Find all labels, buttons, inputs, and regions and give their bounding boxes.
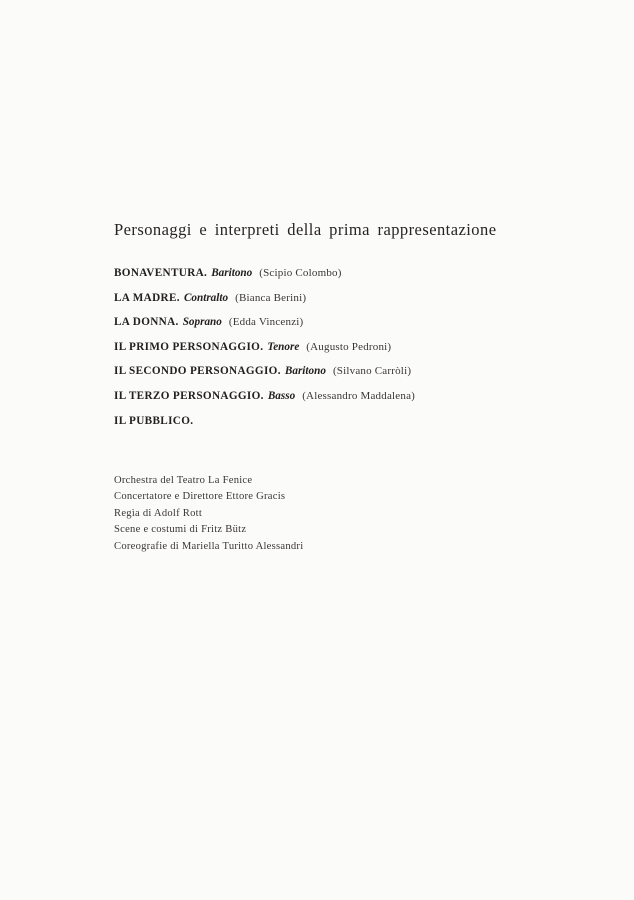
performer-name: (Scipio Colombo) (259, 267, 342, 279)
cast-entry (114, 364, 415, 389)
production-credits (114, 474, 303, 556)
cast-entry (114, 414, 415, 439)
voice-type: Contralto (183, 291, 229, 304)
credit-line: Regìa di Adolf Rott (114, 507, 203, 519)
cast-entry (114, 340, 415, 365)
credit-line: Coreografie di Mariella Turitto Alessandri (114, 540, 304, 552)
character-name: LA MADRE. (114, 291, 180, 304)
cast-entry (114, 291, 415, 316)
voice-type: Soprano (182, 316, 222, 329)
credit-line: Scene e costumi di Fritz Bütz (114, 524, 247, 536)
cast-entry (114, 315, 415, 340)
voice-type: Baritono (211, 267, 253, 279)
cast-entry (114, 266, 415, 291)
cast-entry (114, 389, 415, 414)
character-name: IL TERZO PERSONAGGIO. (114, 389, 264, 402)
credit-line: Orchestra del Teatro La Fenice (114, 475, 253, 486)
performer-name: (Bianca Berini) (235, 291, 307, 304)
voice-type: Basso (267, 389, 296, 402)
performer-name: (Edda Vincenzi) (228, 316, 304, 329)
voice-type: Baritono (284, 365, 326, 378)
character-name: IL SECONDO PERSONAGGIO. (114, 365, 281, 378)
performer-name: (Silvano Carròli) (332, 365, 412, 378)
page-title: Personaggi e interpreti della prima rappresentazione (114, 220, 497, 239)
character-name: IL PUBBLICO. (114, 414, 194, 427)
character-name: LA DONNA. (114, 316, 179, 329)
cast-list (114, 266, 415, 438)
voice-type: Tenore (267, 340, 300, 353)
performer-name: (Augusto Pedroni) (306, 340, 392, 353)
character-name: BONAVENTURA. (114, 267, 208, 279)
character-name: IL PRIMO PERSONAGGIO. (114, 340, 264, 353)
credit-line: Concertatore e Direttore Ettore Gracis (114, 491, 286, 503)
performer-name: (Alessandro Maddalena) (302, 389, 416, 402)
